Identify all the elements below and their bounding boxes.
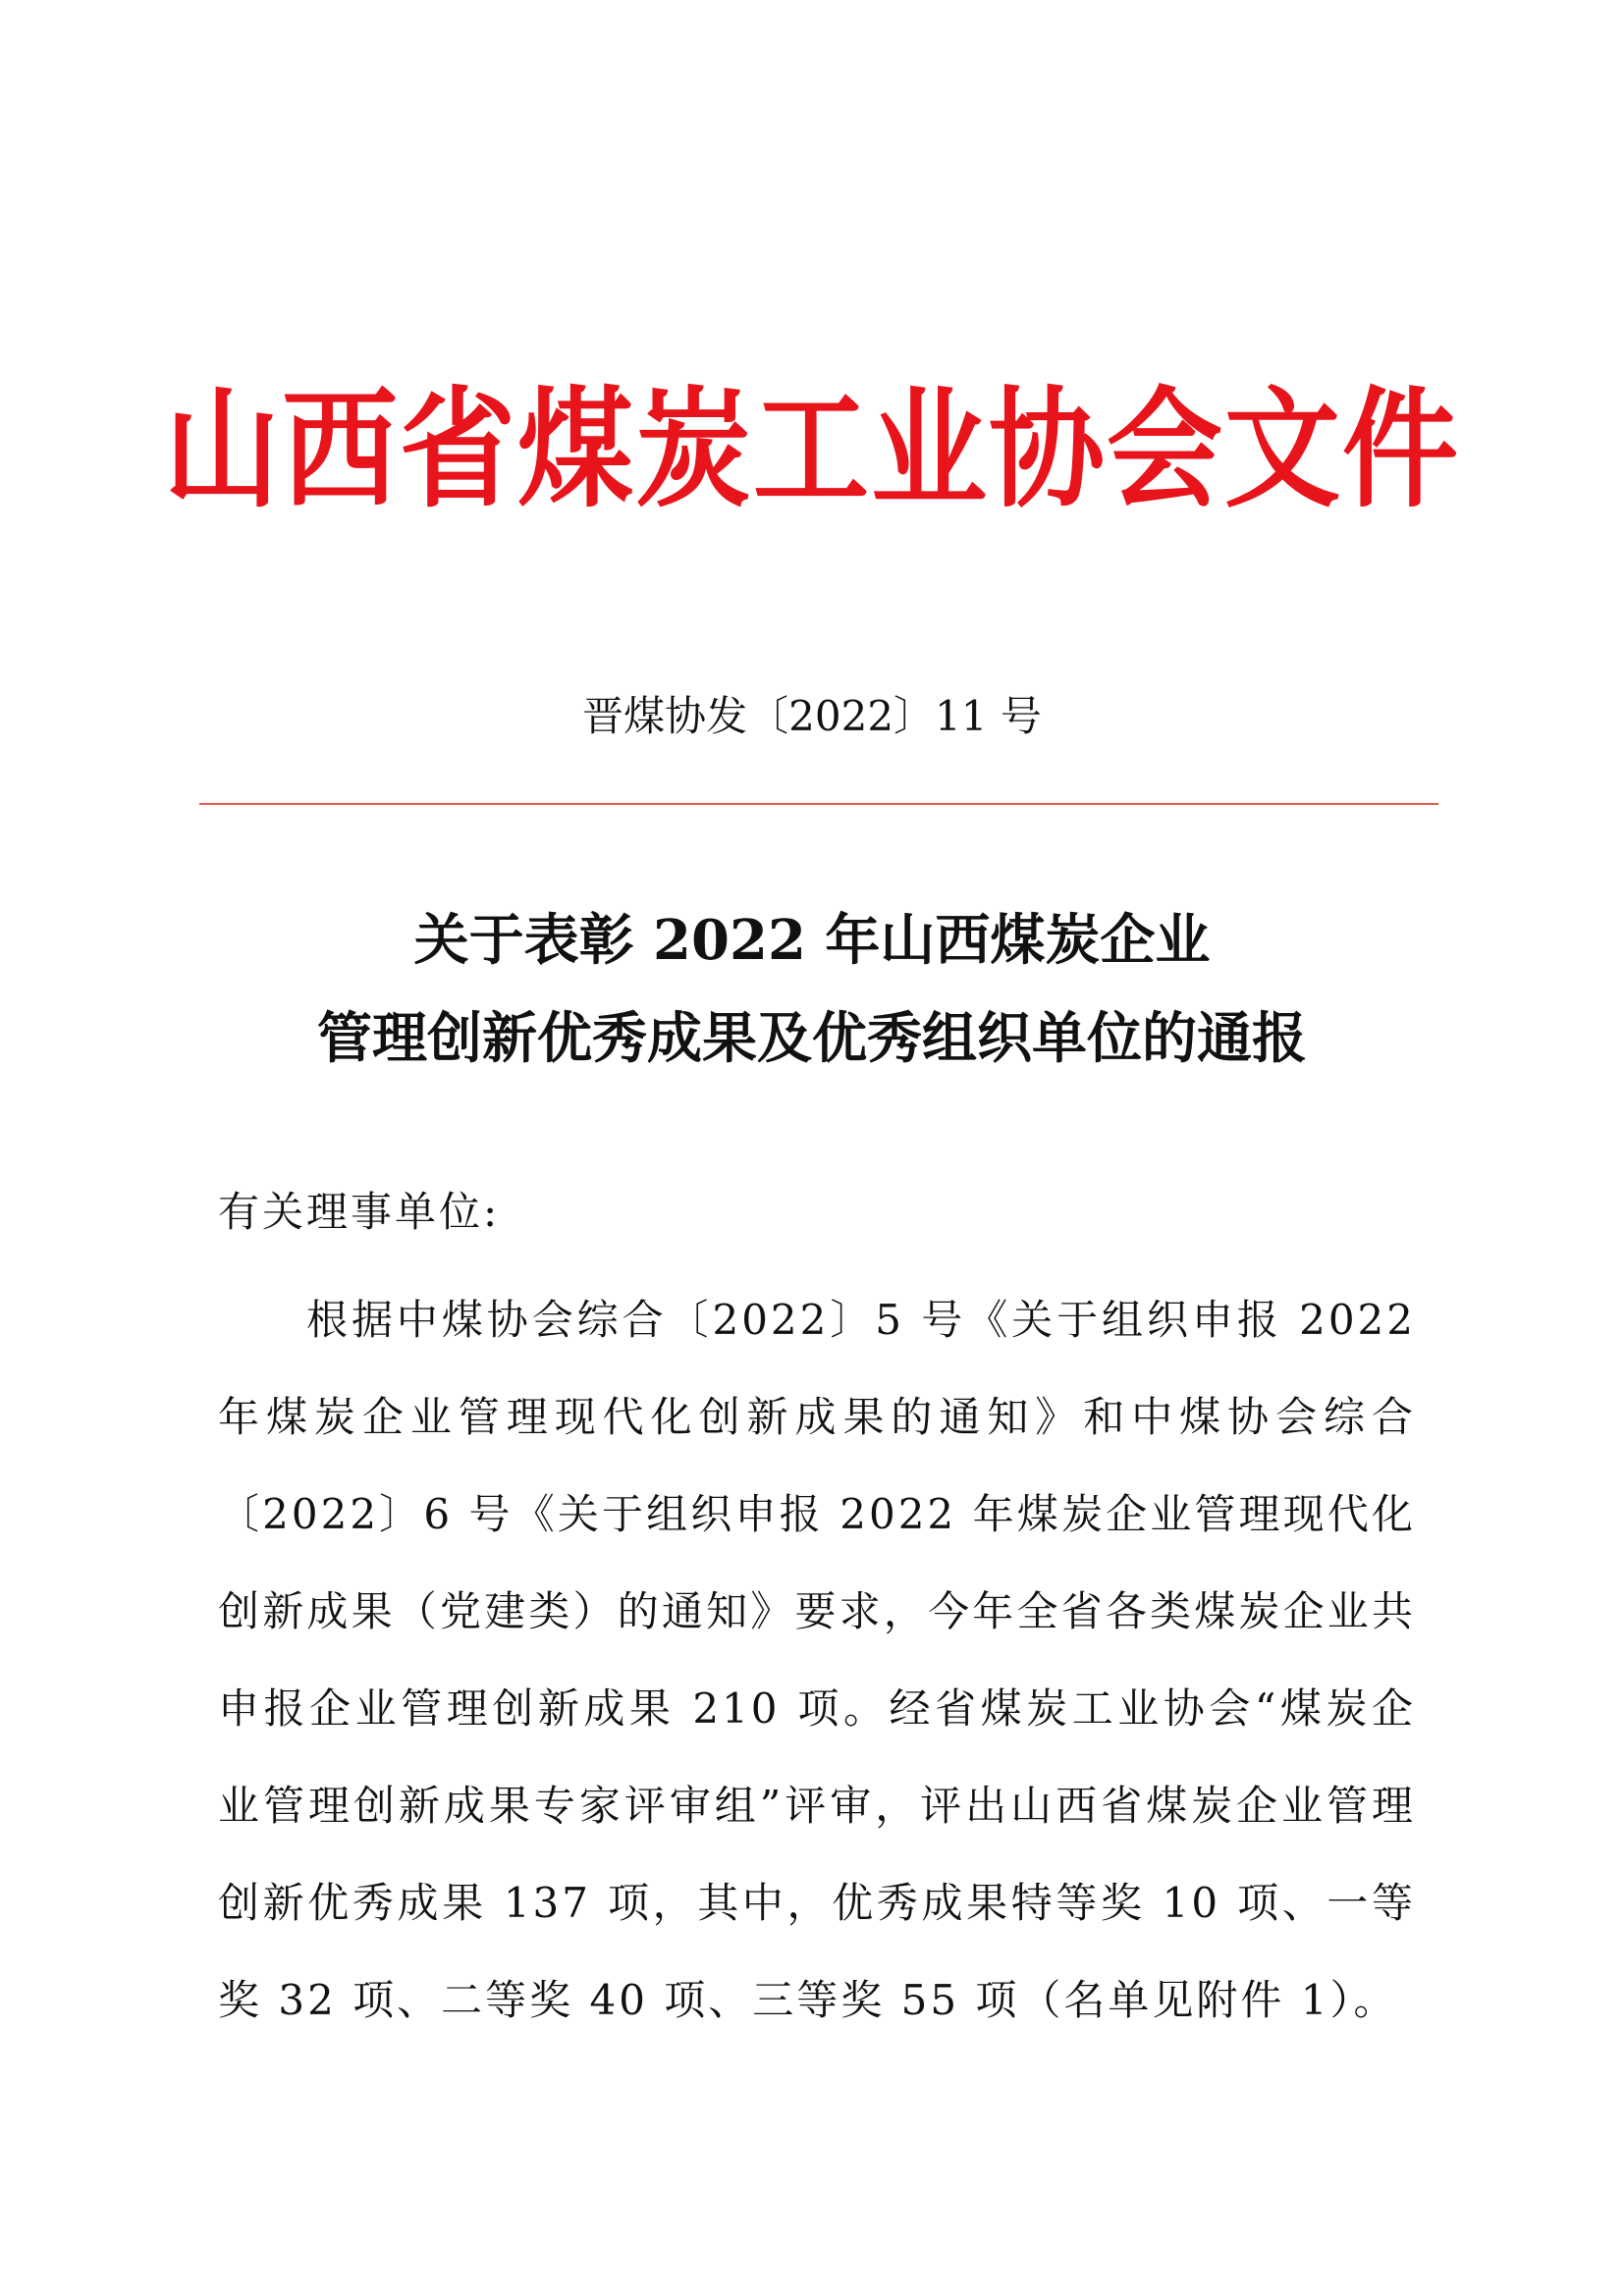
red-divider-line	[199, 803, 1438, 805]
document-title-line-2: 管理创新优秀成果及优秀组织单位的通报	[317, 1006, 1307, 1071]
salutation: 有关理事单位:	[218, 1188, 501, 1236]
document-title-line-1: 关于表彰 2022 年山西煤炭企业	[413, 908, 1211, 973]
document-masthead: 山西省煤炭工业协会文件	[163, 372, 1460, 526]
body-paragraph: 根据中煤协会综合〔2022〕5 号《关于组织申报 2022 年煤炭企业管理现代化创新成果的通知》和中煤协会综合〔2022〕6 号《关于组织申报 2022 年煤炭企业管理现代化创新成果（党建类）的通知》要求，今年全省各类煤炭企业共申报企业管理创新成果 210 项。经省煤炭工业协会“煤炭企业管理创新成果专家评审组”评审，评出山西省煤炭企业管理创新优秀成果 137 项，其中，优秀成果特等奖 10 项、一等奖 32 项、二等奖 40 项、三等奖 55 项（名单见附件 1）。	[218, 1296, 1416, 2024]
document-number: 晋煤协发〔2022〕11 号	[582, 692, 1042, 740]
